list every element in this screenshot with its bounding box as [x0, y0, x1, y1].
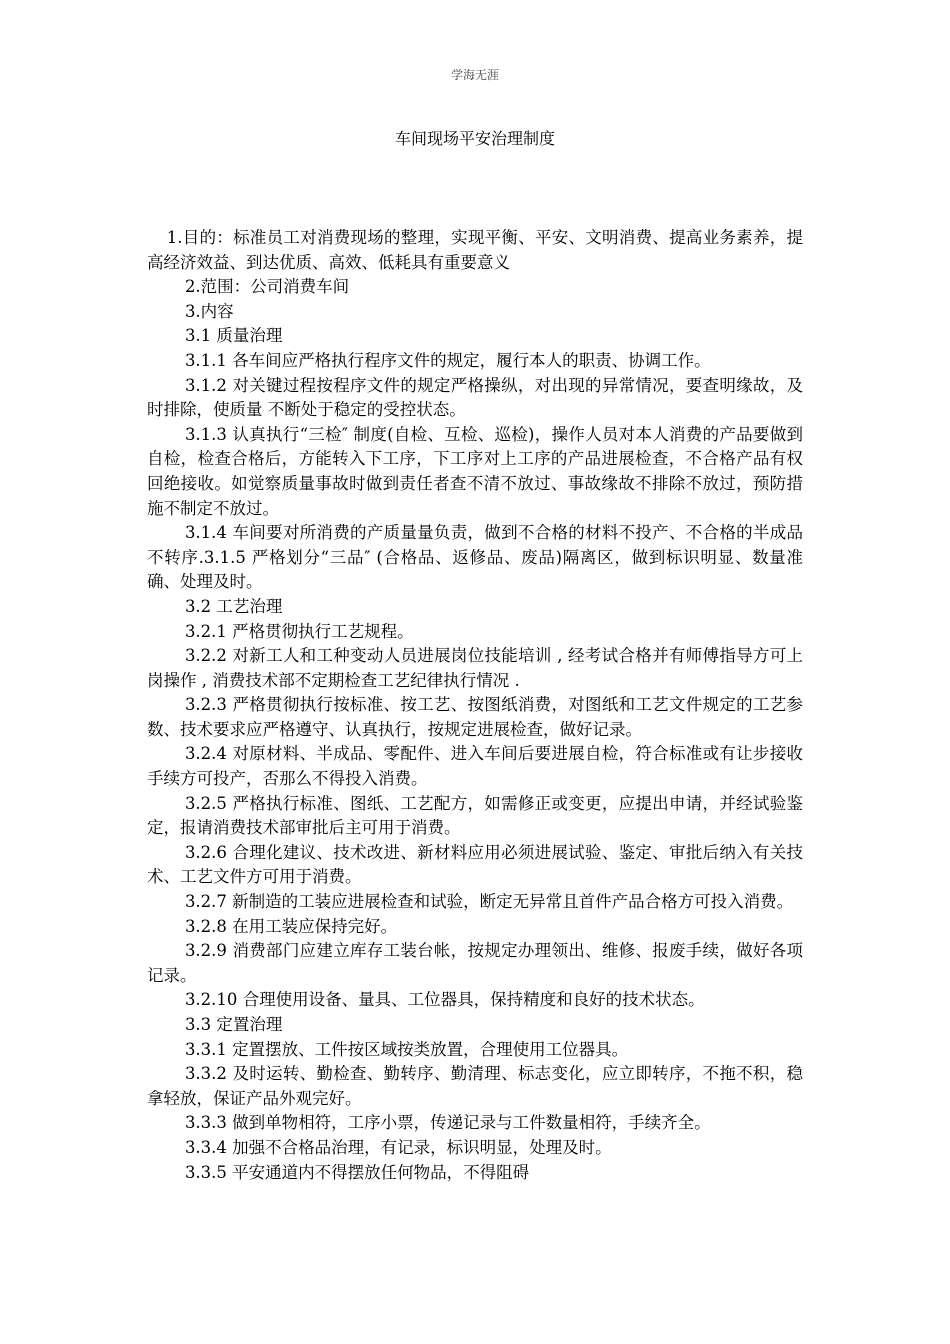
paragraph: 3.2.3 严格贯彻执行按标准、按工艺、按图纸消费，对图纸和工艺文件规定的工艺参数、技术要求应严格遵守、认真执行，按规定进展检查，做好记录。 [147, 695, 803, 739]
paragraph: 3.2.1 严格贯彻执行工艺规程。 [184, 621, 414, 641]
section-heading-quality: 3.1 质量治理 [184, 326, 283, 346]
document-body [147, 226, 803, 1185]
paragraph-content-heading: 3.内容 [184, 301, 234, 321]
paragraph: 3.2.8 在用工装应保持完好。 [184, 916, 398, 936]
paragraph: 3.1.2 对关键过程按程序文件的规定严格操纵，对出现的异常情况，要查明缘故，及时排除，使质量 不断处于稳定的受控状态。 [147, 375, 803, 420]
paragraph: 3.1.1 各车间应严格执行程序文件的规定，履行本人的职责、协调工作。 [184, 350, 711, 370]
paragraph: 3.1.3 认真执行“三检″ 制度(自检、互检、巡检)，操作人员对本人消费的产品要做到自检，检查合格后，方能转入下工序，下工序对上工序的产品进展检查，不合格产品有权回绝接收。如觉察质量事故时做到责任者查不清不放过、事故缘故不排除不放过，预防措施不制定不放过。 [147, 424, 803, 518]
section-heading-placement: 3.3 定置治理 [184, 1015, 283, 1034]
section-heading-process: 3.2 工艺治理 [184, 596, 283, 616]
paragraph-purpose: 1.目的：标准员工对消费现场的整理，实现平衡、平安、文明消费、提高业务素养，提高经济效益、到达优质、高效、低耗具有重要意义 [147, 228, 803, 272]
paragraph: 3.2.10 合理使用设备、量具、工位器具，保持精度和良好的技术状态。 [184, 990, 705, 1010]
paragraph: 3.2.9 消费部门应建立库存工装台帐，按规定办理领出、维修、报废手续，做好各项记录。 [147, 941, 803, 985]
paragraph: 3.2.7 新制造的工装应进展检查和试验，断定无异常且首件产品合格方可投入消费。 [184, 892, 794, 912]
page-header: 学海无涯 [450, 68, 499, 82]
paragraph: 3.3.5 平安通道内不得摆放任何物品，不得阻碍 [184, 1162, 530, 1182]
paragraph: 3.3.3 做到单物相符，工序小票，传递记录与工件数量相符，手续齐全。 [184, 1113, 711, 1133]
paragraph: 3.3.2 及时运转、勤检查、勤转序、勤清理、标志变化，应立即转序，不拖不积，稳拿轻放，保证产品外观完好。 [147, 1064, 803, 1108]
paragraph: 3.2.5 严格执行标准、图纸、工艺配方，如需修正或变更，应提出申请，并经试验鉴定，报请消费技术部审批后主可用于消费。 [147, 793, 803, 838]
paragraph: 3.2.4 对原材料、半成品、零配件、进入车间后要进展自检，符合标准或有让步接收手续方可投产，否那么不得投入消费。 [147, 744, 803, 789]
paragraph: 3.3.1 定置摆放、工件按区域按类放置，合理使用工位器具。 [184, 1039, 629, 1059]
paragraph: 3.2.2 对新工人和工种变动人员进展岗位技能培训 , 经考试合格并有师傅指导方可上岗操作 , 消费技术部不定期检查工艺纪律执行情况 . [147, 646, 803, 690]
document-title: 车间现场平安治理制度 [394, 129, 555, 148]
paragraph: 3.3.4 加强不合格品治理，有记录，标识明显，处理及时。 [184, 1137, 612, 1157]
paragraph: 3.2.6 合理化建议、技术改进、新材料应用必须进展试验、鉴定、审批后纳入有关技术、工艺文件方可用于消费。 [147, 842, 803, 887]
paragraph: 3.1.4 车间要对所消费的产质量量负责，做到不合格的材料不投产、不合格的半成品不转序.3.1.5 严格划分“三品″ (合格品、返修品、废品)隔离区，做到标识明显、数量准确、处理及时。 [147, 523, 803, 592]
paragraph-scope: 2.范围：公司消费车间 [184, 277, 350, 297]
